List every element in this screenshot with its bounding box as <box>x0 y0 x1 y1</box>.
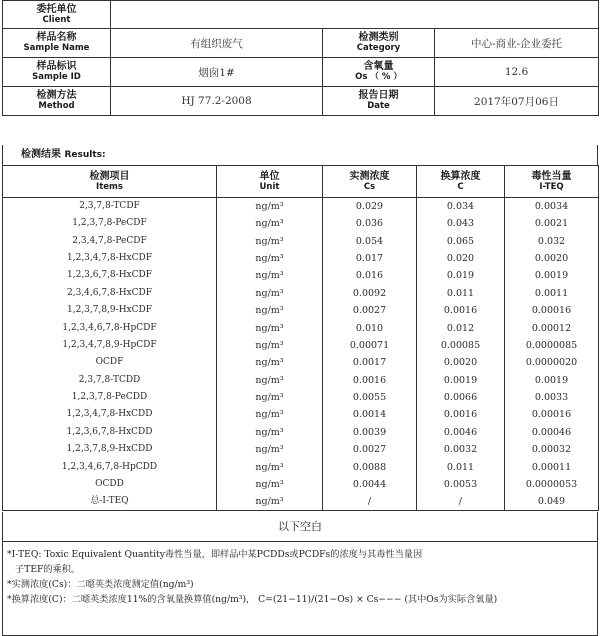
table-row <box>3 337 599 354</box>
teq-cell: 0.0000053 <box>505 476 599 493</box>
unit-cell: ng/m³ <box>217 389 323 406</box>
category-label-en: Category <box>356 43 401 53</box>
table-row <box>3 476 599 493</box>
unit-cell: ng/m³ <box>217 215 323 232</box>
item-cell: 1,2,3,6,7,8-HxCDD <box>3 424 217 441</box>
unit-cell: ng/m³ <box>217 232 323 249</box>
results-table <box>2 165 599 511</box>
blank-below-note: 以下空白 <box>2 512 598 542</box>
item-cell: 1,2,3,7,8-PeCDF <box>3 215 217 232</box>
column-header <box>3 166 217 198</box>
unit-cell: ng/m³ <box>217 267 323 284</box>
table-row <box>3 319 599 336</box>
converted-cell: 0.0046 <box>417 424 505 441</box>
teq-cell: 0.00046 <box>505 424 599 441</box>
converted-cell: / <box>417 493 505 511</box>
teq-cell: 0.00016 <box>505 406 599 423</box>
table-row <box>3 406 599 423</box>
unit-cell: ng/m³ <box>217 406 323 423</box>
sample-id-label-cn: 样品标识 <box>36 61 77 72</box>
measured-cell: 0.0088 <box>323 458 417 475</box>
table-row <box>3 302 599 319</box>
table-row <box>3 458 599 475</box>
column-header-en: Unit <box>259 181 280 192</box>
converted-cell: 0.0016 <box>417 406 505 423</box>
teq-cell: 0.00011 <box>505 458 599 475</box>
table-row <box>3 493 599 511</box>
item-cell: 2,3,7,8-TCDF <box>3 198 217 216</box>
item-cell: 总-I-TEQ <box>3 493 217 511</box>
item-cell: OCDF <box>3 354 217 371</box>
unit-cell: ng/m³ <box>217 250 323 267</box>
table-row <box>3 354 599 371</box>
item-cell: 1,2,3,7,8,9-HxCDF <box>3 302 217 319</box>
column-header <box>417 166 505 198</box>
date-label-cn: 报告日期 <box>358 90 399 101</box>
converted-cell: 0.020 <box>417 250 505 267</box>
item-cell: 1,2,3,4,6,7,8-HpCDD <box>3 458 217 475</box>
table-row <box>3 232 599 249</box>
teq-cell: 0.0033 <box>505 389 599 406</box>
converted-cell: 0.011 <box>417 458 505 475</box>
column-header-cn: 实测浓度 <box>349 170 390 182</box>
table-row <box>3 372 599 389</box>
unit-cell: ng/m³ <box>217 337 323 354</box>
unit-cell: ng/m³ <box>217 424 323 441</box>
table-row <box>3 441 599 458</box>
measured-cell: 0.036 <box>323 215 417 232</box>
unit-cell: ng/m³ <box>217 302 323 319</box>
sample-id-value: 烟囱1# <box>111 58 323 87</box>
teq-cell: 0.0000020 <box>505 354 599 371</box>
converted-cell: 0.065 <box>417 232 505 249</box>
results-title-en: Results: <box>64 150 106 160</box>
client-row <box>3 1 599 29</box>
unit-cell: ng/m³ <box>217 476 323 493</box>
table-row <box>3 424 599 441</box>
method-row <box>3 87 599 116</box>
measured-cell: / <box>323 493 417 511</box>
measured-cell: 0.0039 <box>323 424 417 441</box>
oxygen-label <box>323 58 435 87</box>
method-label-en: Method <box>38 101 75 111</box>
measured-cell: 0.0044 <box>323 476 417 493</box>
sample-id-label <box>3 58 111 87</box>
footnote-c: *换算浓度(C)：二噁英类浓度11%的含氧量换算值(ng/m³)， C=(21−11)/(21−Os) × Cs−−− (其中Os为实际含氧量) <box>7 594 498 605</box>
category-label <box>323 29 435 58</box>
measured-cell: 0.0055 <box>323 389 417 406</box>
date-value: 2017年07月06日 <box>435 87 599 116</box>
category-value: 中心-商业-企业委托 <box>435 29 599 58</box>
method-label <box>3 87 111 116</box>
table-row <box>3 267 599 284</box>
table-row <box>3 250 599 267</box>
column-header-en: I-TEQ <box>539 181 564 192</box>
converted-cell: 0.0032 <box>417 441 505 458</box>
sample-name-label-cn: 样品名称 <box>36 32 77 43</box>
column-header-cn: 检测项目 <box>89 170 130 182</box>
footnote-iteq: *I-TEQ: Toxic Equivalent Quantity毒性当量，即样品中某PCDDs或PCDFs的浓度与其毒性当量因 <box>7 549 423 560</box>
column-header-en: Cs <box>363 181 376 192</box>
column-header <box>505 166 599 198</box>
sample-name-label <box>3 29 111 58</box>
teq-cell: 0.0019 <box>505 372 599 389</box>
measured-cell: 0.016 <box>323 267 417 284</box>
client-label-cn: 委托单位 <box>36 3 77 15</box>
category-label-cn: 检测类别 <box>358 32 399 43</box>
measured-cell: 0.0017 <box>323 354 417 371</box>
unit-cell: ng/m³ <box>217 198 323 216</box>
footnote-iteq-cont: 子TEF的乘积。 <box>15 564 81 575</box>
item-cell: 2,3,7,8-TCDD <box>3 372 217 389</box>
converted-cell: 0.019 <box>417 267 505 284</box>
client-label <box>3 1 111 29</box>
measured-cell: 0.0014 <box>323 406 417 423</box>
teq-cell: 0.00032 <box>505 441 599 458</box>
oxygen-label-en: Os （ % ） <box>355 72 402 82</box>
unit-cell: ng/m³ <box>217 493 323 511</box>
converted-cell: 0.043 <box>417 215 505 232</box>
teq-cell: 0.032 <box>505 232 599 249</box>
table-row <box>3 198 599 216</box>
unit-cell: ng/m³ <box>217 354 323 371</box>
teq-cell: 0.0034 <box>505 198 599 216</box>
teq-cell: 0.0011 <box>505 285 599 302</box>
sample-id-row <box>3 58 599 87</box>
converted-cell: 0.0019 <box>417 372 505 389</box>
unit-cell: ng/m³ <box>217 319 323 336</box>
sample-id-label-en: Sample ID <box>32 72 81 82</box>
item-cell: 1,2,3,4,6,7,8-HpCDF <box>3 319 217 336</box>
results-title-cn: 检测结果 <box>21 149 61 160</box>
converted-cell: 0.034 <box>417 198 505 216</box>
item-cell: 2,3,4,6,7,8-HxCDF <box>3 285 217 302</box>
column-header-cn: 单位 <box>259 170 280 182</box>
footnotes <box>2 542 598 636</box>
item-cell: 1,2,3,4,7,8,9-HpCDF <box>3 337 217 354</box>
item-cell: 2,3,4,7,8-PeCDF <box>3 232 217 249</box>
unit-cell: ng/m³ <box>217 372 323 389</box>
unit-cell: ng/m³ <box>217 441 323 458</box>
column-header-cn: 换算浓度 <box>440 170 481 182</box>
unit-cell: ng/m³ <box>217 458 323 475</box>
column-header-en: Items <box>96 181 123 192</box>
measured-cell: 0.054 <box>323 232 417 249</box>
converted-cell: 0.0020 <box>417 354 505 371</box>
date-label-en: Date <box>367 101 390 111</box>
converted-cell: 0.0053 <box>417 476 505 493</box>
client-value <box>111 1 599 29</box>
method-value: HJ 77.2-2008 <box>111 87 323 116</box>
table-row <box>3 285 599 302</box>
converted-cell: 0.012 <box>417 319 505 336</box>
oxygen-value: 12.6 <box>435 58 599 87</box>
column-header-en: C <box>457 181 464 192</box>
teq-cell: 0.049 <box>505 493 599 511</box>
measured-cell: 0.0092 <box>323 285 417 302</box>
measured-cell: 0.0016 <box>323 372 417 389</box>
teq-cell: 0.0021 <box>505 215 599 232</box>
report-header-table <box>2 0 599 116</box>
oxygen-label-cn: 含氧量 <box>363 61 394 72</box>
item-cell: 1,2,3,7,8,9-HxCDD <box>3 441 217 458</box>
footnote-cs: *实测浓度(Cs)：二噁英类浓度测定值(ng/m³) <box>7 579 194 590</box>
converted-cell: 0.0016 <box>417 302 505 319</box>
measured-cell: 0.029 <box>323 198 417 216</box>
measured-cell: 0.0027 <box>323 441 417 458</box>
converted-cell: 0.011 <box>417 285 505 302</box>
teq-cell: 0.0019 <box>505 267 599 284</box>
sample-name-row <box>3 29 599 58</box>
item-cell: 1,2,3,7,8-PeCDD <box>3 389 217 406</box>
sample-name-value: 有组织废气 <box>111 29 323 58</box>
column-header <box>217 166 323 198</box>
results-title <box>2 145 598 165</box>
column-header <box>323 166 417 198</box>
sample-name-label-en: Sample Name <box>23 43 90 53</box>
measured-cell: 0.0027 <box>323 302 417 319</box>
measured-cell: 0.010 <box>323 319 417 336</box>
method-label-cn: 检测方法 <box>36 90 77 101</box>
item-cell: OCDD <box>3 476 217 493</box>
item-cell: 1,2,3,6,7,8-HxCDF <box>3 267 217 284</box>
converted-cell: 0.0066 <box>417 389 505 406</box>
converted-cell: 0.00085 <box>417 337 505 354</box>
unit-cell: ng/m³ <box>217 285 323 302</box>
teq-cell: 0.0020 <box>505 250 599 267</box>
table-row <box>3 215 599 232</box>
table-row <box>3 389 599 406</box>
client-label-en: Client <box>42 14 71 25</box>
measured-cell: 0.00071 <box>323 337 417 354</box>
results-header-row <box>3 166 599 198</box>
date-label <box>323 87 435 116</box>
teq-cell: 0.00012 <box>505 319 599 336</box>
item-cell: 1,2,3,4,7,8-HxCDD <box>3 406 217 423</box>
column-header-cn: 毒性当量 <box>531 170 572 182</box>
item-cell: 1,2,3,4,7,8-HxCDF <box>3 250 217 267</box>
measured-cell: 0.017 <box>323 250 417 267</box>
teq-cell: 0.0000085 <box>505 337 599 354</box>
teq-cell: 0.00016 <box>505 302 599 319</box>
